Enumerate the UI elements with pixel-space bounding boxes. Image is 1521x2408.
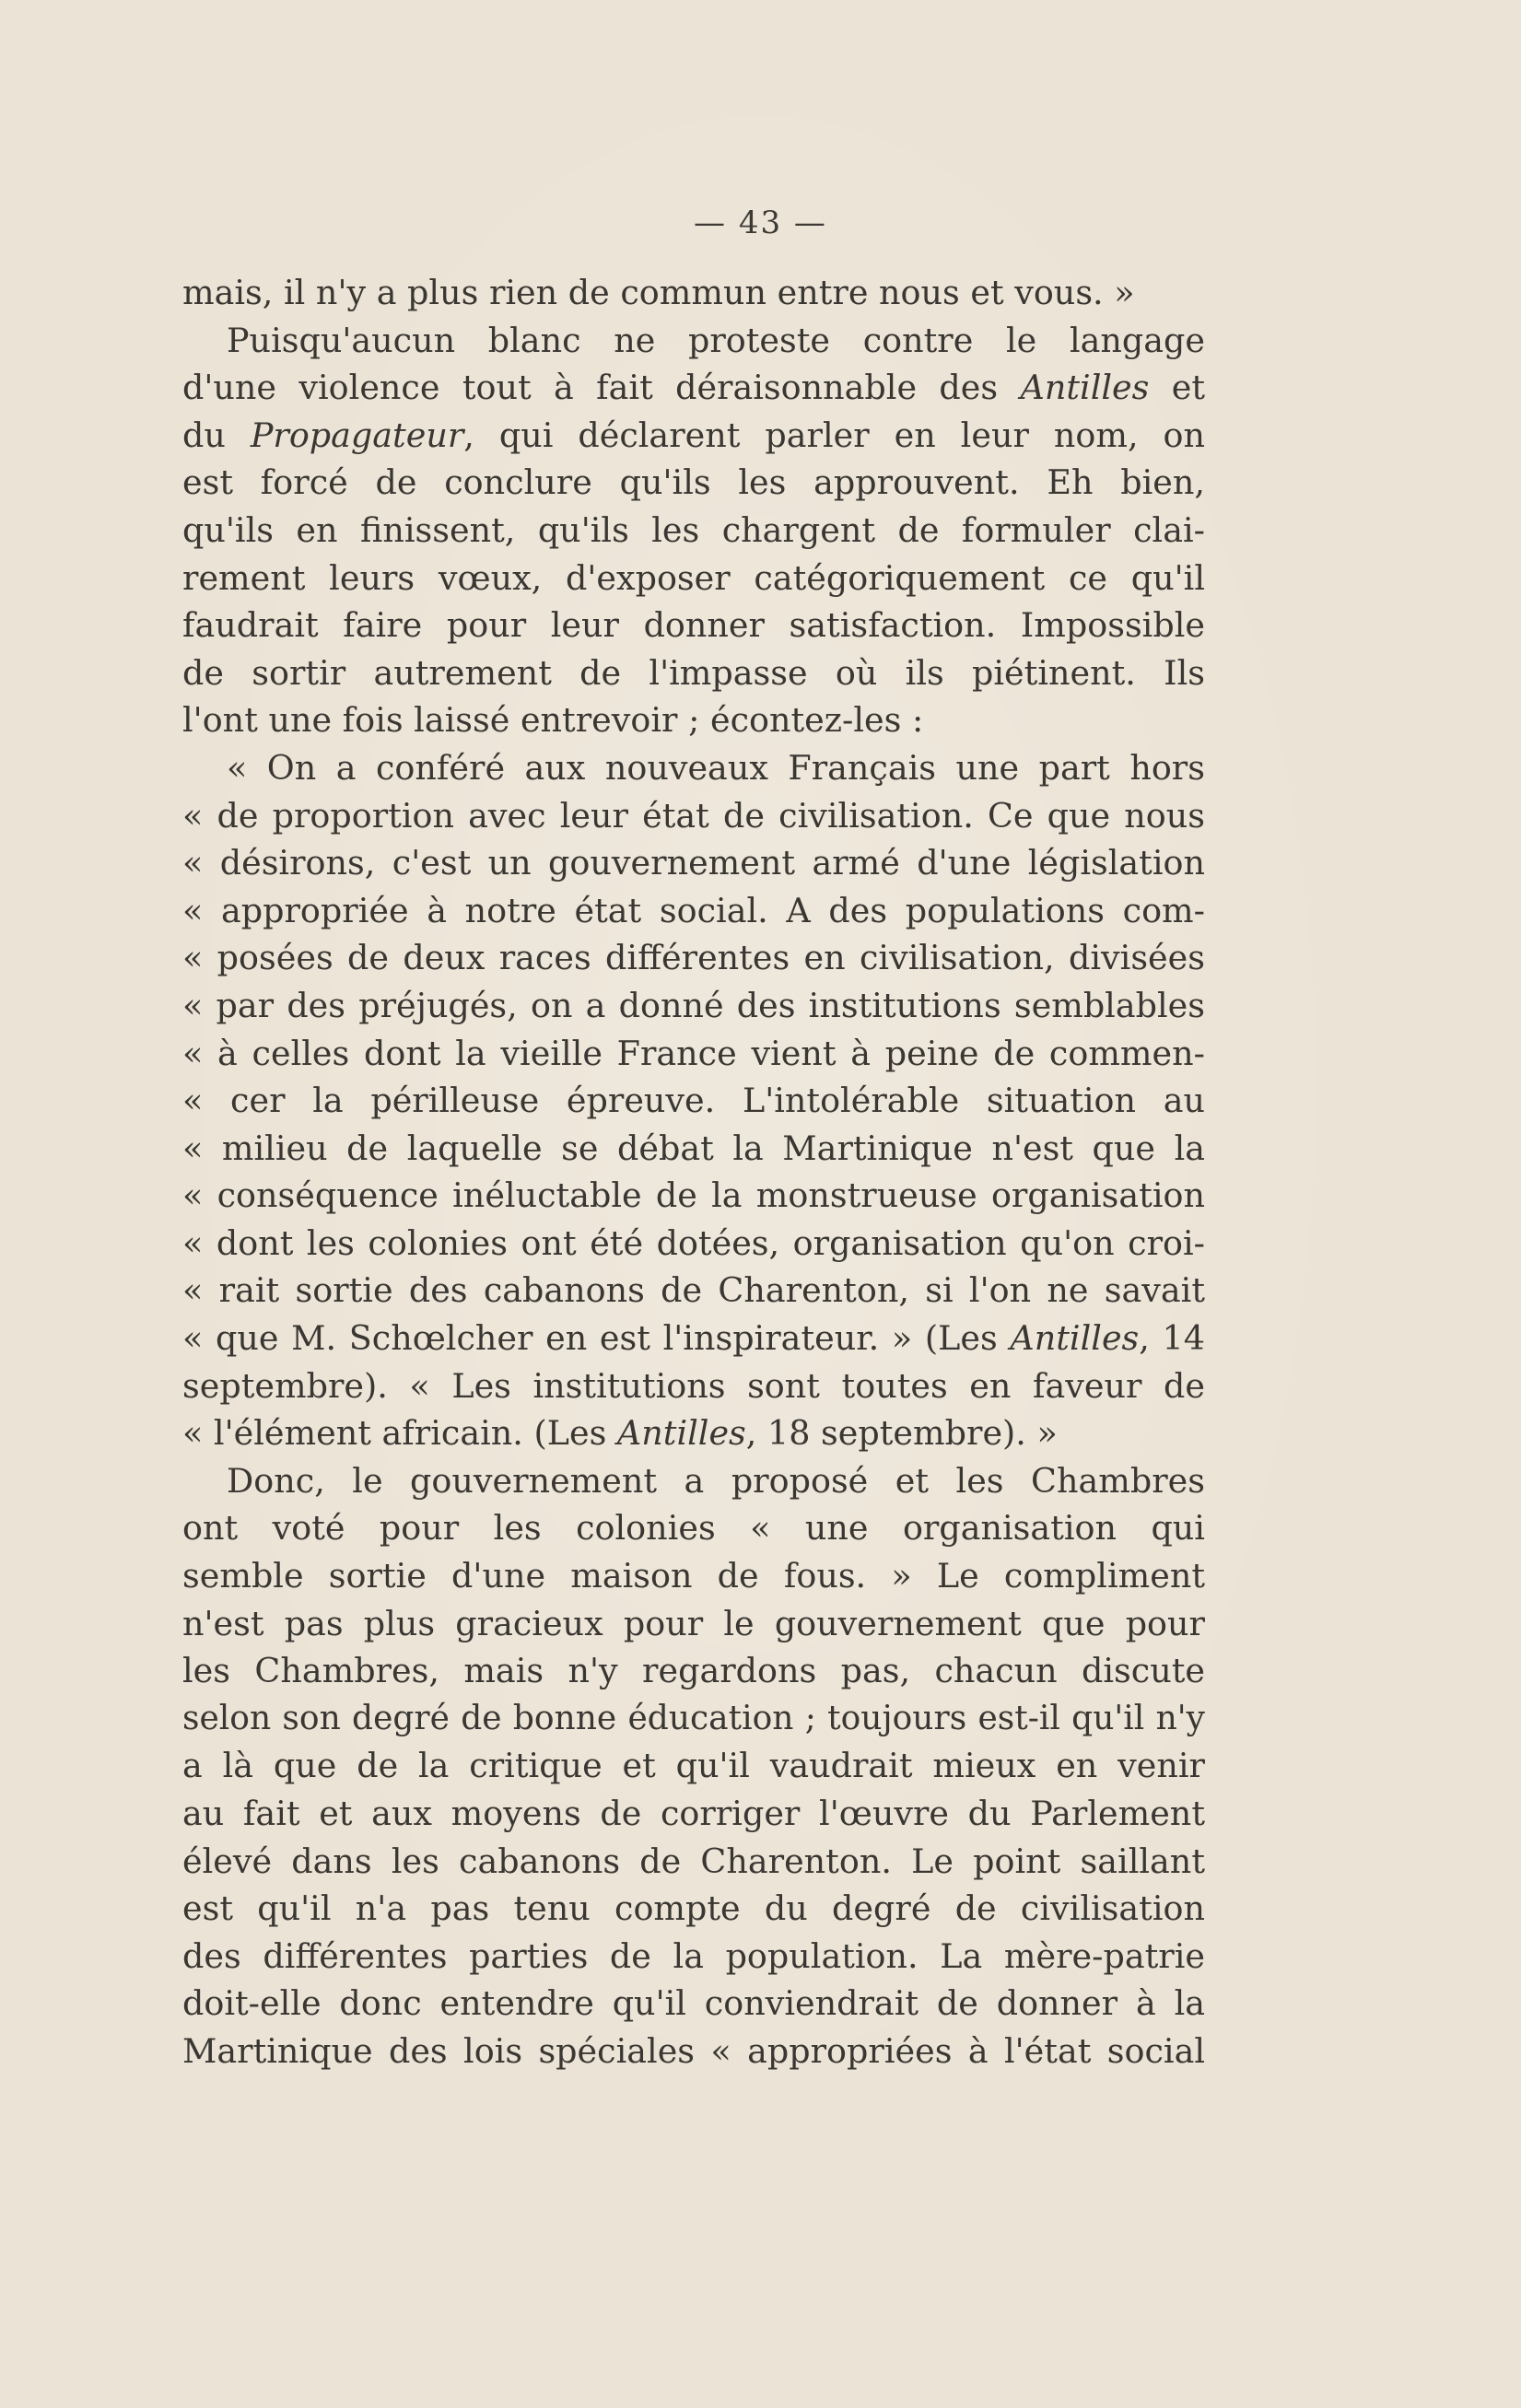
text-line: mais, il n'y a plus rien de commun entre nous et vous. » [182,273,1135,312]
body-text [182,269,1205,2075]
text-line: « cer la périlleuse épreuve. L'intolérable situation au [182,1081,1205,1121]
text-line: « l'élément africain. (Les Antilles, 18 septembre). » [182,1413,1058,1454]
text-line: des différentes parties de la population. La mère-patrie [182,1935,1205,1976]
text-line: au fait et aux moyens de corriger l'œuvre du Parlement [182,1794,1205,1833]
text-line: a là que de la critique et qu'il vaudrait mieux en venir [182,1746,1205,1786]
text-line: élevé dans les cabanons de Charenton. Le point saillant [182,1841,1205,1881]
text-line: « milieu de laquelle se débat la Martinique n'est que la [182,1128,1205,1168]
text-line: doit-elle donc entendre qu'il conviendrait de donner à la [182,1983,1205,2024]
text-line: « conséquence inéluctable de la monstrueuse organisation [182,1175,1205,1216]
text-line: « par des préjugés, on a donné des institutions semblables [182,985,1205,1025]
text-line: faudrait faire pour leur donner satisfaction. Impossible [182,605,1205,646]
text-line: l'ont une fois laissé entrevoir ; écontez-les : [182,700,924,741]
text-line: n'est pas plus gracieux pour le gouvernement que pour [182,1603,1205,1643]
text-line: Puisqu'aucun blanc ne proteste contre le langage [227,320,1205,360]
text-line: rement leurs vœux, d'exposer catégoriquement ce qu'il [182,557,1205,598]
text-line: ont voté pour les colonies « une organisation qui [182,1508,1205,1549]
text-line: « On a conféré aux nouveaux Français une part hors [227,747,1205,788]
text-line: qu'ils en finissent, qu'ils les chargent de formuler clai- [182,509,1205,550]
text-line: « à celles dont la vieille France vient à peine de commen- [182,1033,1205,1073]
text-line: les Chambres, mais n'y regardons pas, chacun discute [182,1651,1205,1691]
text-line: de sortir autrement de l'impasse où ils piétinent. Ils [182,652,1205,693]
text-line: d'une violence tout à fait déraisonnable des Antilles et [182,368,1206,408]
text-line: Donc, le gouvernement a proposé et les Chambres [227,1460,1205,1501]
text-line: « appropriée à notre état social. A des populations com- [182,890,1205,930]
text-line: septembre). « Les institutions sont toutes en faveur de [182,1365,1205,1406]
text-line: « dont les colonies ont été dotées, organisation qu'on croi- [182,1222,1205,1263]
text-line: est forcé de conclure qu'ils les approuvent. Eh bien, [182,462,1205,503]
text-line: est qu'il n'a pas tenu compte du degré de civilisation [182,1888,1205,1929]
text-line: du Propagateur, qui déclarent parler en leur nom, on [182,415,1205,455]
text-line: « de proportion avec leur état de civilisation. Ce que nous [182,795,1205,836]
text-line: « désirons, c'est un gouvernement armé d'une législation [182,843,1205,883]
text-line: « posées de deux races différentes en civilisation, divisées [182,938,1205,978]
text-line: « rait sortie des cabanons de Charenton, si l'on ne savait [182,1270,1205,1311]
page-number: — 43 — [694,205,827,241]
text-line: semble sortie d'une maison de fous. » Le compliment [182,1556,1205,1596]
text-line: Martinique des lois spéciales « appropriées à l'état social [182,2030,1205,2071]
text-line: selon son degré de bonne éducation ; toujours est-il qu'il n'y [182,1699,1205,1737]
text-line: « que M. Schœlcher en est l'inspirateur. » (Les Antilles, 14 [182,1318,1205,1359]
